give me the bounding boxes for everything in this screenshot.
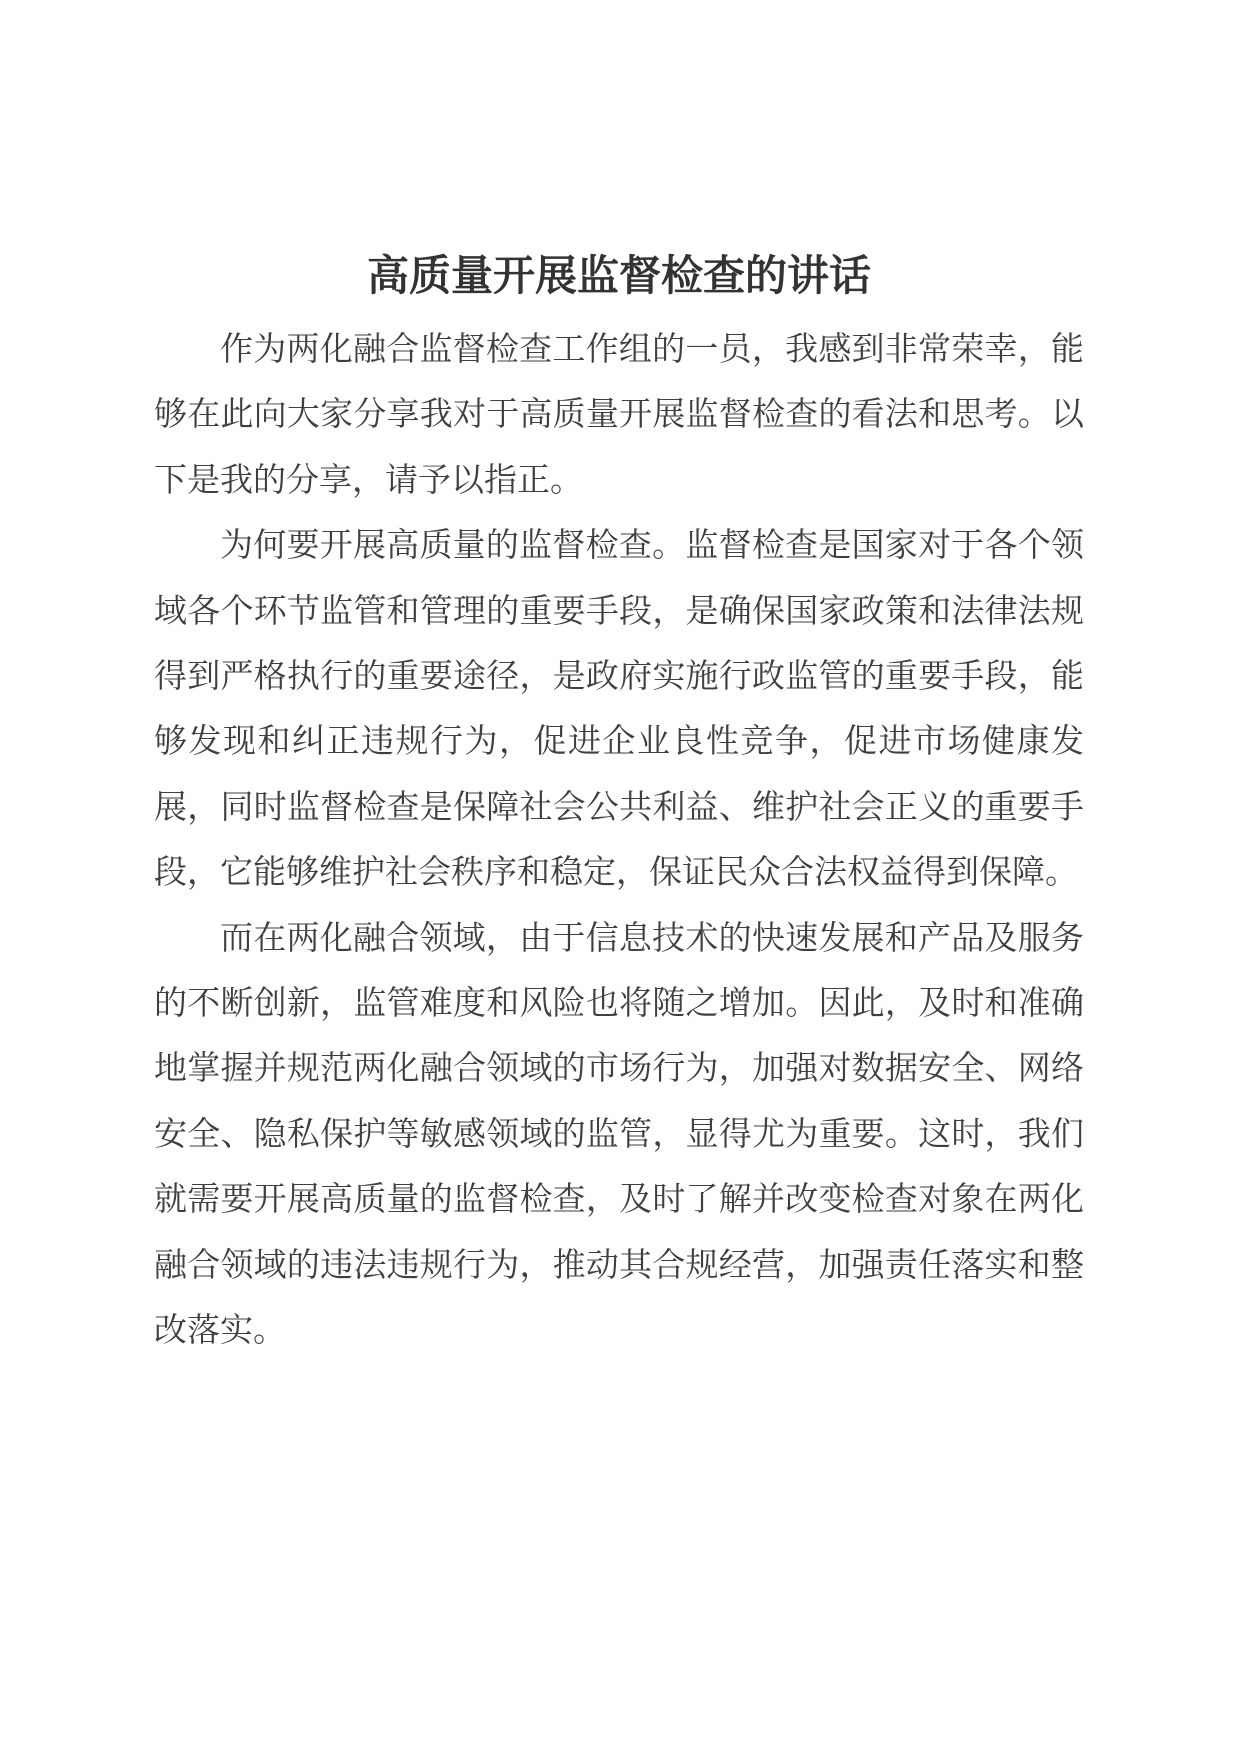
document-body [154,246,1084,1363]
paragraph-1: 作为两化融合监督检查工作组的一员，我感到非常荣幸，能够在此向大家分享我对于高质量开展监督检查的看法和思考。以下是我的分享，请予以指正。 [154,329,1084,499]
paragraph-3: 而在两化融合领域，由于信息技术的快速发展和产品及服务的不断创新，监管难度和风险也将随之增加。因此，及时和准确地掌握并规范两化融合领域的市场行为，加强对数据安全、网络安全、隐私保护等敏感领域的监管，显得尤为重要。这时，我们就需要开展高质量的监督检查，及时了解并改变检查对象在两化融合领域的违法违规行为，推动其合规经营，加强责任落实和整改落实。 [154,917,1084,1350]
paragraph-2: 为何要开展高质量的监督检查。监督检查是国家对于各个领域各个环节监管和管理的重要手段，是确保国家政策和法律法规得到严格执行的重要途径，是政府实施行政监管的重要手段，能够发现和纠正违规行为，促进企业良性竞争，促进市场健康发展，同时监督检查是保障社会公共利益、维护社会正义的重要手段，它能够维护社会秩序和稳定，保证民众合法权益得到保障。 [154,525,1084,892]
document-title: 高质量开展监督检查的讲话 [366,251,871,300]
